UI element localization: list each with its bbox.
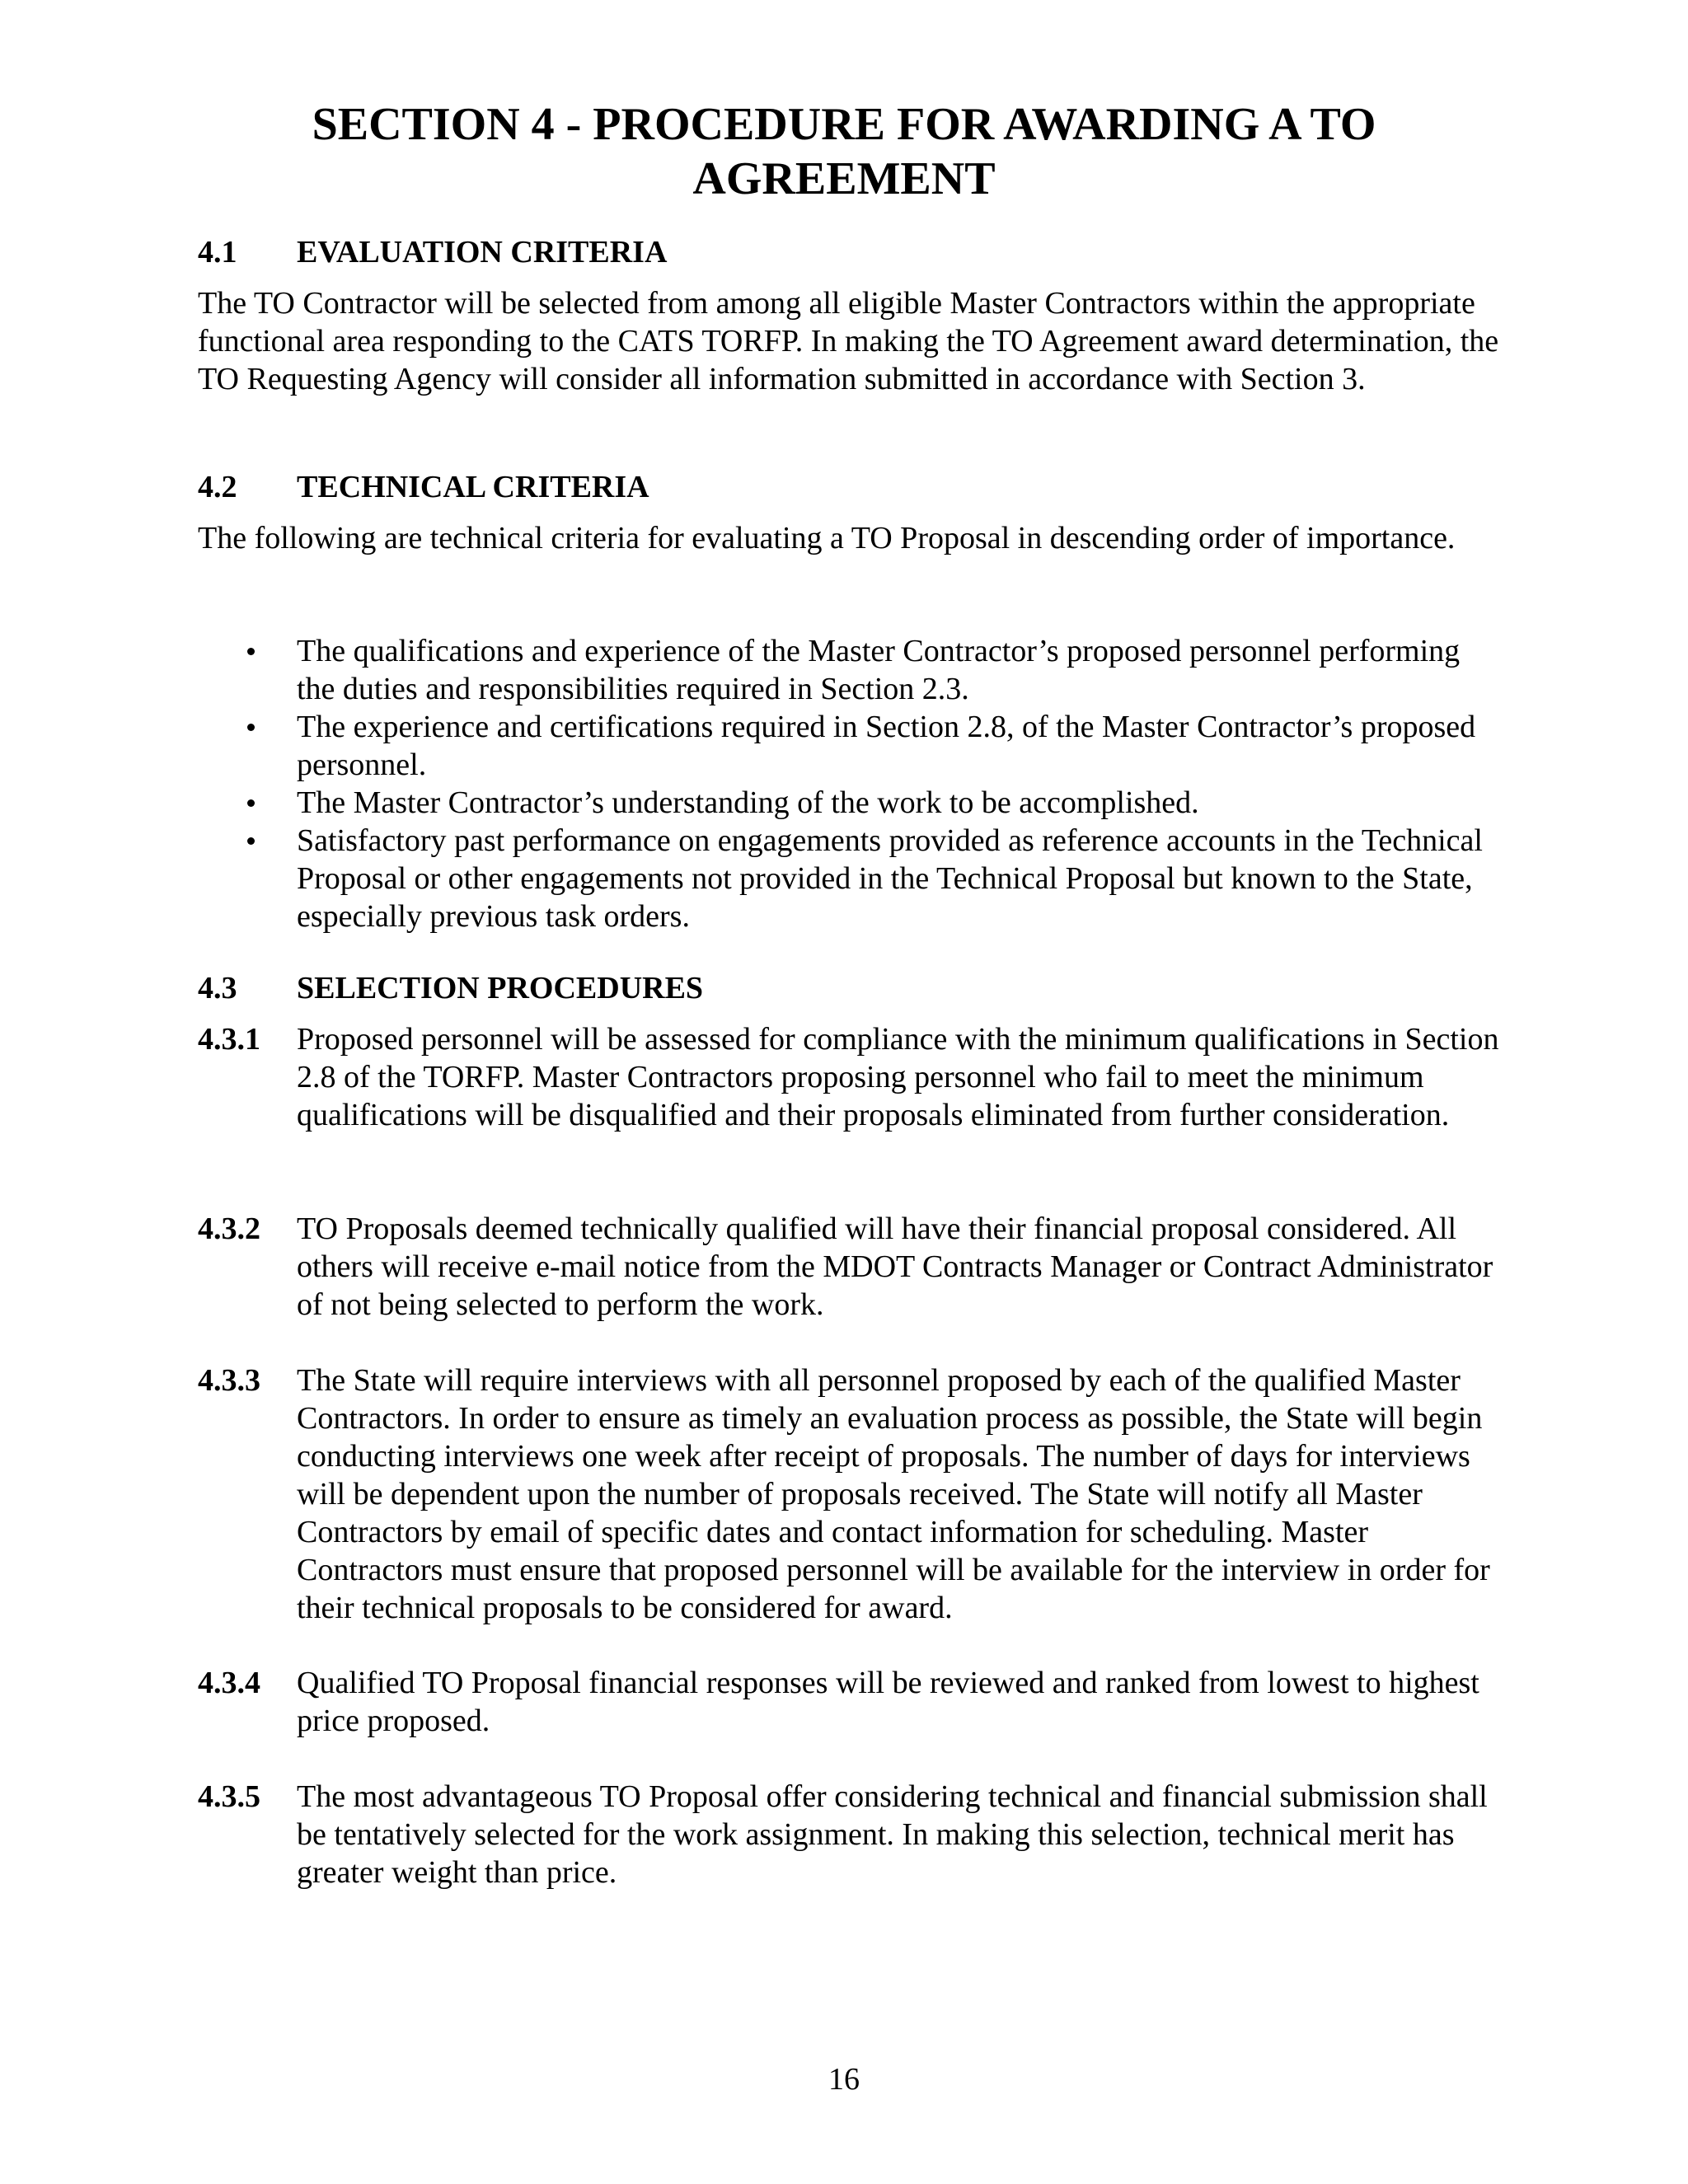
subsection-number: 4.3.5 [198, 1779, 260, 1814]
section-title: SELECTION PROCEDURES [297, 971, 704, 1005]
subsection-text: The most advantageous TO Proposal offer considering technical and financial submission shall be tentatively selected for the work assignment. In making this selection, technical merit has greater weight than price. [297, 1779, 1488, 1890]
subsection-number: 4.3.4 [198, 1666, 260, 1700]
list-item-text: The experience and certifications required in Section 2.8, of the Master Contractor’s proposed personnel. [297, 710, 1476, 782]
section-title: TECHNICAL CRITERIA [297, 470, 649, 504]
section-4-2-body: The following are technical criteria for evaluating a TO Proposal in descending order of importance. [198, 521, 1456, 555]
technical-criteria-list [198, 632, 1500, 935]
list-item-text: Satisfactory past performance on engagements provided as reference accounts in the Technical Proposal or other engagements not provided in the Technical Proposal but known to the State, especially previous task orders. [297, 823, 1483, 934]
list-item [198, 822, 1500, 935]
bullet-icon [247, 648, 255, 655]
subsection-4-3-3 [198, 1361, 1500, 1627]
section-number: 4.3 [198, 971, 237, 1005]
subsection-text: Proposed personnel will be assessed for compliance with the minimum qualifications in Section 2.8 of the TORFP. Master Contractors proposing personnel who fail to meet the minimum qualifications will be disqualified and their proposals eliminated from further consideration. [297, 1022, 1499, 1132]
page-title [198, 97, 1490, 206]
subsection-4-3-1 [198, 1020, 1500, 1134]
list-item-text: The Master Contractor’s understanding of the work to be accomplished. [297, 785, 1199, 820]
subsection-4-3-5 [198, 1778, 1500, 1891]
section-title: EVALUATION CRITERIA [297, 235, 668, 269]
subsection-number: 4.3.2 [198, 1212, 260, 1246]
bullet-icon [247, 724, 255, 731]
section-4-3-heading [198, 969, 703, 1007]
subsection-text: TO Proposals deemed technically qualified will have their financial proposal considered. All others will receive e-mail notice from the MDOT Contracts Manager or Contract Administrator of not being selected to perform the work. [297, 1212, 1493, 1322]
page-title-line-2: AGREEMENT [692, 153, 996, 204]
subsection-4-3-2 [198, 1210, 1500, 1324]
bullet-icon [247, 799, 255, 807]
subsection-text: The State will require interviews with all personnel proposed by each of the qualified Master Contractors. In order to ensure as timely an evaluation process as possible, the State will begin conducting interviews one week after receipt of proposals. The number of days for interviews will be dependent upon the number of proposals received. The State will notify all Master Contractors by email of specific dates and contact information for scheduling. Master Contractors must ensure that proposed personnel will be available for the interview in order for their technical proposals to be considered for award. [297, 1363, 1490, 1625]
section-number: 4.2 [198, 470, 237, 504]
list-item [198, 708, 1500, 784]
bullet-icon [247, 837, 255, 845]
subsection-4-3-4 [198, 1664, 1500, 1740]
section-4-1-heading [198, 233, 667, 271]
subsection-text: Qualified TO Proposal financial responses will be reviewed and ranked from lowest to highest price proposed. [297, 1666, 1479, 1738]
list-item [198, 784, 1500, 822]
section-number: 4.1 [198, 235, 237, 269]
page-title-line-1: SECTION 4 - PROCEDURE FOR AWARDING A TO [312, 99, 1376, 150]
subsection-number: 4.3.3 [198, 1363, 260, 1398]
section-4-1-body: The TO Contractor will be selected from among all eligible Master Contractors within the appropriate functional area responding to the CATS TORFP. In making the TO Agreement award determination, the TO Requesting Agency will consider all information submitted in accordance with Section 3. [198, 286, 1499, 396]
subsection-number: 4.3.1 [198, 1022, 260, 1057]
list-item [198, 632, 1500, 708]
list-item-text: The qualifications and experience of the Master Contractor’s proposed personnel performing the duties and responsibilities required in Section 2.3. [297, 634, 1461, 706]
section-4-2-heading [198, 468, 649, 506]
page-number: 16 [828, 2062, 860, 2097]
